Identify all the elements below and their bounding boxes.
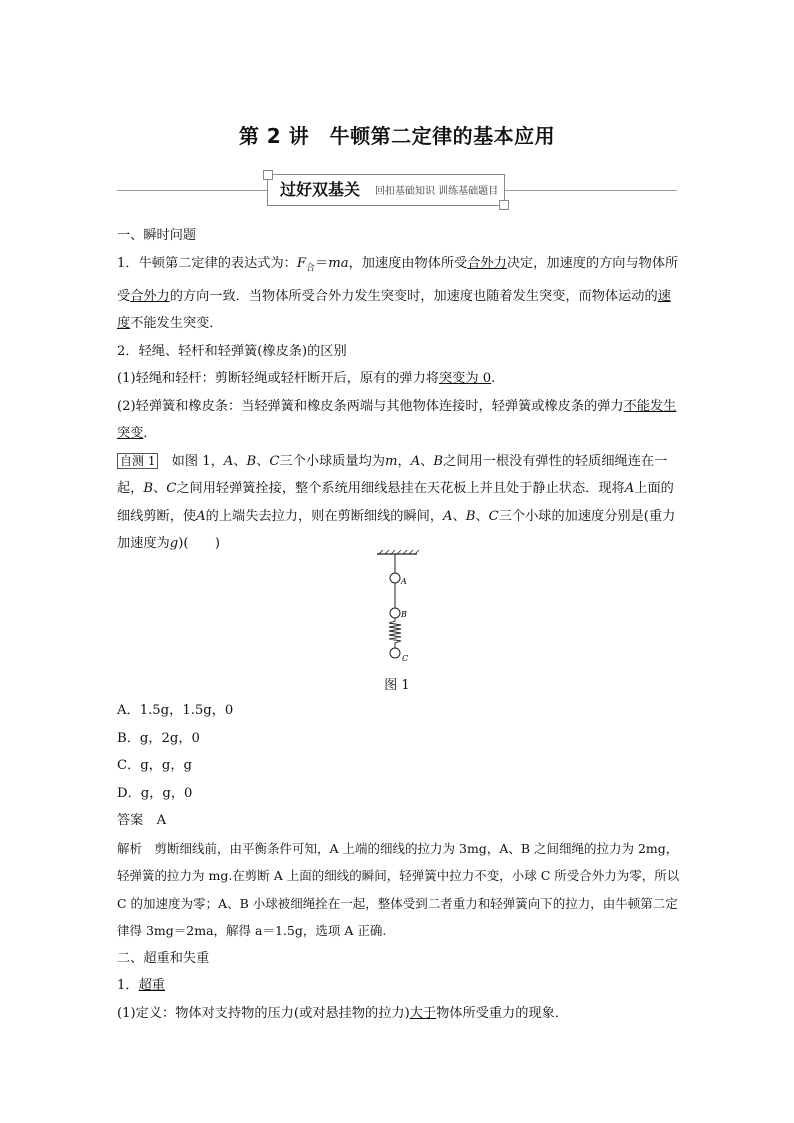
ball-a	[390, 573, 400, 583]
answer-value: A	[156, 813, 167, 828]
var: m	[385, 453, 398, 469]
label-c: C	[402, 654, 409, 663]
paragraph: 2．轻绳、轻杆和轻弹簧(橡皮条)的区别	[117, 343, 347, 359]
question-tag: 自测 1	[117, 453, 158, 469]
text: 决定，加速度的方向与物体所受	[117, 255, 679, 304]
paragraph	[117, 250, 680, 338]
label-b: B	[401, 610, 407, 619]
options-and-answer	[117, 697, 680, 1027]
page-title: 第 2 讲 牛顿第二定律的基本应用	[238, 124, 556, 148]
section-heading: 二、超重和失重	[117, 950, 210, 966]
text: 1．	[117, 978, 139, 993]
var: C	[269, 453, 280, 469]
banner-rule-right	[505, 190, 677, 191]
spring-ball-figure	[372, 550, 422, 668]
var: A	[443, 508, 453, 524]
var: A	[223, 453, 234, 469]
underlined-answer: 超重	[138, 978, 165, 993]
text: 之间用一根没有弹性的轻质细绳连在一起，	[117, 453, 668, 497]
var: C	[488, 508, 499, 524]
text: .	[491, 371, 496, 387]
text: ．	[143, 426, 157, 442]
answer-label: 答案	[117, 813, 144, 828]
text: 上面的细线剪断，使	[117, 481, 674, 524]
var: C	[166, 481, 177, 497]
underlined-answer: 突变为 0	[439, 371, 492, 387]
option-c: C．g，g，g	[117, 758, 192, 773]
var: B	[246, 453, 257, 469]
banner-corner-decoration	[499, 200, 509, 210]
text: 、	[256, 453, 270, 469]
text: 、	[475, 508, 489, 524]
section-1	[117, 222, 680, 558]
option-a: A．1.5g，1.5g，0	[117, 703, 234, 718]
underlined-answer: 大于	[409, 1005, 437, 1021]
paragraph	[117, 972, 680, 1000]
question-stem	[117, 448, 680, 558]
var: A	[196, 508, 206, 524]
var: A	[410, 453, 421, 469]
analysis-text: 剪断细线前，由平衡条件可知，A 上端的细线的拉力为 3mg，A、B 之间细绳的拉力为 2mg，轻弹簧的拉力为 mg.在剪断 A 上面的细线的瞬间，轻弹簧中拉力不变，小球 C 所受合外力为零，所以 C 的加速度为零；A、B 小球被细绳拴在一起，整体受到二者重力和轻弹簧向下的拉力，由牛顿第二定律得 3mg＝2ma，解得 a＝1.5g，选项 A 正确.	[117, 840, 680, 938]
analysis-paragraph	[117, 835, 680, 945]
answer-line	[117, 807, 680, 835]
text: ，	[397, 453, 411, 469]
var: B	[143, 481, 154, 497]
formula-subscript: 合	[305, 263, 315, 274]
text: 、	[420, 453, 434, 469]
ball-c	[390, 648, 400, 658]
analysis-label: 解析	[117, 840, 143, 856]
text: (1)定义：物体对支持物的压力(或对悬挂物的拉力)	[117, 1005, 410, 1021]
text: 之间用轻弹簧拴接，整个系统用细线悬挂在天花板上并且处于静止状态．现将	[176, 481, 625, 497]
text: 、	[233, 453, 247, 469]
option-d: D．g，g，0	[117, 785, 193, 801]
text: 的上端失去拉力，则在剪断细线的瞬间，	[205, 508, 444, 524]
text: (1)轻绳和轻杆：剪断轻绳或轻杆断开后，原有的弹力将	[117, 371, 439, 387]
text: ＝	[315, 255, 329, 271]
paragraph	[117, 365, 680, 393]
text: 的方向一致．当物体所受合外力发生突变时，加速度也随着发生突变，而物体运动的	[169, 288, 658, 304]
banner-box	[267, 174, 505, 206]
ball-b	[390, 608, 400, 618]
spring	[389, 618, 401, 648]
label-a: A	[401, 577, 407, 586]
underlined-answer: 速度	[117, 288, 671, 332]
figure-caption: 图 1	[384, 678, 410, 693]
var: B	[433, 453, 444, 469]
underlined-answer: 不能发生突变	[117, 398, 677, 442]
text: ，加速度由物体所受	[348, 255, 468, 271]
text: 三个小球质量均为	[279, 453, 385, 469]
banner-main-label: 过好双基关	[279, 180, 360, 199]
banner-sub-label: 回扣基础知识 训练基础题目	[375, 186, 499, 197]
underlined-answer: 合外力	[130, 288, 170, 304]
text: 不能发生突变．	[130, 316, 223, 332]
text: 、	[452, 508, 466, 524]
var: A	[624, 481, 635, 497]
section-heading: 一、瞬时问题	[117, 228, 197, 243]
option-b: B．g，2g，0	[117, 730, 200, 746]
text: 1．牛顿第二定律的表达式为：	[117, 255, 297, 271]
text: 物体所受重力的现象．	[436, 1005, 568, 1021]
underlined-answer: 合外力	[467, 255, 507, 271]
text: 、	[153, 481, 167, 497]
text: (2)轻弹簧和橡皮条：当轻弹簧和橡皮条两端与其他物体连接时，轻弹簧或橡皮条的弹力	[117, 398, 624, 414]
formula-var: ma	[328, 255, 349, 271]
text: )( )	[178, 536, 221, 552]
section-banner	[117, 172, 677, 212]
paragraph	[117, 393, 680, 448]
paragraph	[117, 1000, 680, 1028]
text: 如图 1，	[158, 453, 224, 469]
var: g	[169, 536, 179, 552]
formula-var: F	[296, 255, 306, 271]
var: B	[465, 508, 476, 524]
text: 三个小球的加速度分别是(重力加速度为	[117, 508, 676, 552]
banner-rule-left	[117, 190, 267, 191]
